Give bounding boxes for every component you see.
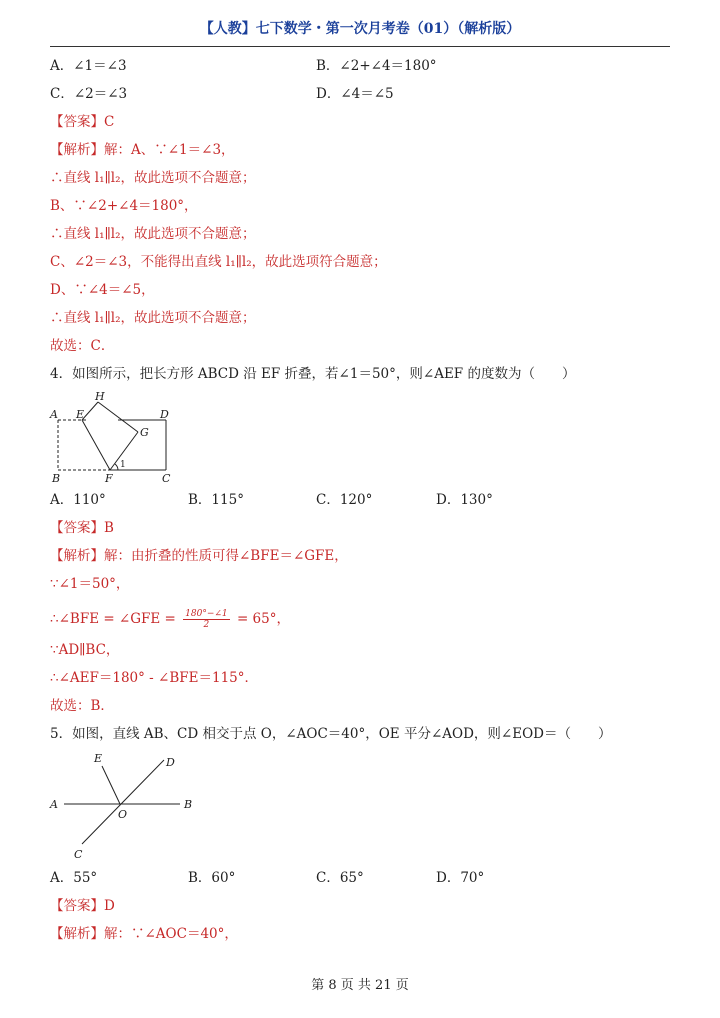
analysis-text: 解：∵∠AOC＝40°，: [104, 926, 238, 942]
fig-label-f: F: [105, 472, 113, 485]
option-letter: A．: [50, 58, 74, 74]
q4-option-d: [436, 492, 493, 508]
q5-answer: [50, 898, 115, 914]
option-letter: D．: [436, 492, 461, 508]
fig-angle-1-arc: [115, 464, 118, 470]
q4-analysis-line-2: ∵∠1＝50°，: [50, 576, 130, 592]
page-footer: 第 8 页 共 21 页: [311, 978, 409, 993]
page-header-title: 【人教】七下数学・第一次月考卷（01）（解析版）: [199, 21, 521, 37]
q5-stem: 5．如图，直线 AB、CD 相交于点 O，∠AOC＝40°，OE 平分∠AOD，则∠EOD＝（ ）: [50, 726, 612, 742]
q3-answer: [50, 114, 114, 130]
answer-value: B: [104, 520, 114, 536]
q4-option-c: [316, 492, 372, 508]
analysis-tag: 【解析】: [50, 548, 104, 564]
fig-label-c: C: [74, 848, 83, 861]
q4-analysis-line-5: ∴∠AEF＝180° - ∠BFE＝115°．: [50, 670, 259, 686]
q5-analysis-line-1: [50, 926, 238, 942]
option-letter: A．: [50, 492, 74, 508]
option-letter: C．: [316, 870, 340, 886]
q3-analysis-line-2: ∴直线 l₁∥l₂，故此选项不合题意；: [50, 170, 256, 186]
analysis-tag: 【解析】: [50, 142, 104, 158]
option-letter: C．: [316, 492, 340, 508]
q4-stem: 4．如图所示，把长方形 ABCD 沿 EF 折叠，若∠1＝50°，则∠AEF 的度数为（ ）: [50, 366, 576, 382]
analysis-tag: 【解析】: [50, 926, 104, 942]
fig-label-a: A: [50, 408, 58, 421]
q4-option-b: [188, 492, 244, 508]
option-letter: D．: [436, 870, 461, 886]
q5-option-b: [188, 870, 235, 886]
answer-value: C: [104, 114, 115, 130]
fig-label-g: G: [140, 426, 149, 439]
option-letter: C．: [50, 86, 74, 102]
q4-folding-figure: [48, 390, 188, 490]
option-text: ∠2+∠4＝180°: [339, 58, 437, 74]
fig-fold-ef: [82, 420, 110, 470]
q3-analysis-line-6: D、∵∠4＝∠5，: [50, 282, 155, 298]
fig-edge-eh: [82, 402, 98, 420]
q5-intersecting-lines-figure: [48, 748, 208, 862]
q3-analysis-line-4: ∴直线 l₁∥l₂，故此选项不合题意；: [50, 226, 256, 242]
option-text: 60°: [211, 870, 236, 886]
fig-ray-oe: [102, 766, 120, 804]
q4-analysis-line-6: 故选：B．: [50, 698, 114, 714]
option-text: 55°: [73, 870, 98, 886]
fig-line-cd: [82, 760, 164, 844]
q5-option-a: [50, 870, 97, 886]
option-letter: B．: [316, 58, 340, 74]
fig-label-e: E: [76, 408, 85, 421]
fraction-denominator: 2: [203, 620, 210, 630]
analysis-text: 解：A、∵∠1＝∠3，: [104, 142, 235, 158]
option-letter: A．: [50, 870, 74, 886]
fig-label-a: A: [50, 798, 58, 811]
option-text: ∠4＝∠5: [340, 86, 394, 102]
header-rule: [50, 46, 670, 47]
fraction-numerator: 180°−∠1: [185, 609, 228, 619]
fig-label-h: H: [95, 390, 105, 403]
option-text: 110°: [73, 492, 106, 508]
q5-option-d: [436, 870, 484, 886]
option-letter: B．: [188, 870, 212, 886]
fig-label-angle-1: 1: [120, 460, 126, 470]
option-text: 130°: [460, 492, 493, 508]
q4-analysis-line-4: ∵AD∥BC，: [50, 642, 120, 658]
q3-analysis-line-8: 故选：C．: [50, 338, 115, 354]
fraction: [183, 609, 230, 630]
q4-option-a: [50, 492, 106, 508]
answer-value: D: [104, 898, 115, 914]
option-text: 120°: [339, 492, 373, 508]
analysis-text: 解：由折叠的性质可得∠BFE＝∠GFE，: [104, 548, 348, 564]
fig-label-d: D: [166, 756, 175, 769]
option-text: 65°: [339, 870, 364, 886]
q3-option-d: [316, 86, 394, 102]
fig-label-d: D: [160, 408, 169, 421]
answer-tag: 【答案】: [50, 114, 104, 130]
q3-option-b: [316, 58, 437, 74]
q4-analysis-line-3: [50, 606, 290, 632]
fig-label-o: O: [118, 808, 128, 821]
q3-option-c: [50, 86, 127, 102]
fig-label-b: B: [52, 472, 61, 485]
option-text: 70°: [460, 870, 485, 886]
q3-analysis-line-3: B、∵∠2+∠4＝180°，: [50, 198, 198, 214]
equation-lhs: ∴∠BFE = ∠GFE =: [50, 611, 176, 627]
q4-analysis-line-1: [50, 548, 348, 564]
q3-option-a: [50, 58, 127, 74]
fig-label-b: B: [184, 798, 193, 811]
option-letter: B．: [188, 492, 212, 508]
answer-tag: 【答案】: [50, 898, 104, 914]
fig-label-e: E: [94, 752, 103, 765]
q5-option-c: [316, 870, 364, 886]
q3-analysis-line-1: [50, 142, 235, 158]
fig-edge-hg: [98, 402, 138, 432]
option-text: ∠1＝∠3: [73, 58, 127, 74]
fig-label-c: C: [162, 472, 171, 485]
option-text: 115°: [211, 492, 244, 508]
option-text: ∠2＝∠3: [73, 86, 128, 102]
q3-analysis-line-7: ∴直线 l₁∥l₂，故此选项不合题意；: [50, 310, 256, 326]
answer-tag: 【答案】: [50, 520, 104, 536]
q4-answer: [50, 520, 114, 536]
equation-rhs: = 65°，: [236, 611, 290, 627]
q3-analysis-line-5: C、∠2＝∠3，不能得出直线 l₁∥l₂，故此选项符合题意；: [50, 254, 387, 270]
option-letter: D．: [316, 86, 341, 102]
